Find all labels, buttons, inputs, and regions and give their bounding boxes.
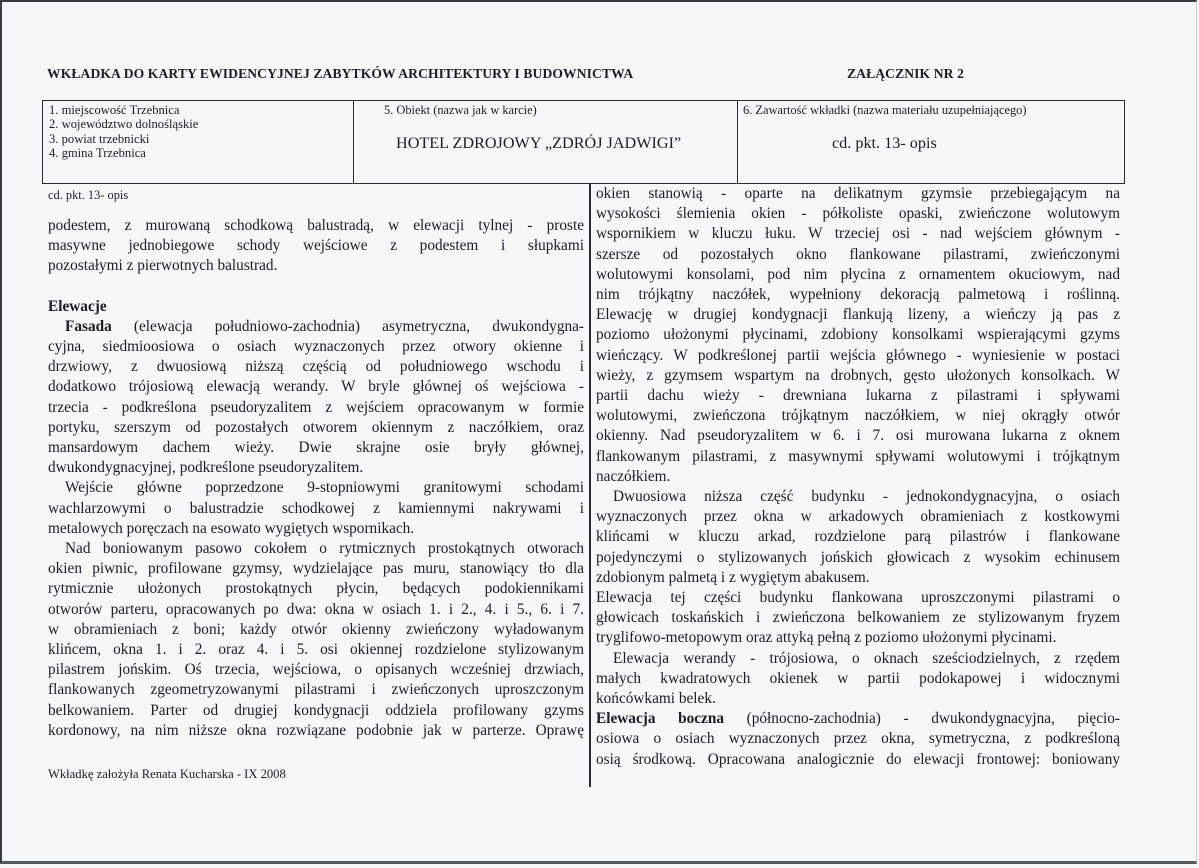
content-label: 6. Zawartość wkładki (nazwa materiału uzupełniającego) [743, 103, 1027, 117]
column-divider [589, 183, 591, 787]
text-line: małych kwadratowych okienek w partii podokapowej i widocznymi [596, 669, 1120, 687]
text-line: końcówkami belek. [596, 690, 716, 708]
text-line: belkowaniem. Parter od drugiej kondygnacji oddziela profilowany gzyms [48, 701, 584, 719]
section-heading-elevations: Elewacje [48, 297, 107, 315]
location-commune: 4. gmina Trzebnica [49, 145, 146, 160]
text-line [596, 709, 1120, 729]
location-cell [43, 101, 354, 183]
text-line: trzecia - podkreślona pseudoryzalitem z wejściem opracowanym w formie [48, 398, 584, 416]
text-line: drzwiowy, z dwuosiową niższą częścią od południowego wschodu i [48, 358, 584, 376]
text-line: wolutowymi konsolami, pod nim płycina z ornamentem okuciowym, nad [596, 265, 1120, 283]
text-line: metalowych poręczach na esowato wygiętych wspornikach. [48, 519, 415, 537]
attachment-number: ZAŁĄCZNIK NR 2 [847, 66, 964, 81]
text-line: osią środkową. Opracowana analogicznie do elewacji frontowej: boniowany [596, 750, 1120, 768]
text-line: dodatkowo trójosiową elewacją werandy. W bryle głównej oś wejściowa - [48, 378, 584, 396]
object-cell [354, 101, 738, 183]
text-line: pozostałymi z pierwotnych balustrad. [48, 257, 278, 275]
text-line: wyznaczonych przez okna w arkadowych obramieniach z kostkowymi [596, 508, 1120, 526]
author-note: Wkładkę założyła Renata Kucharska - IX 2008 [48, 767, 286, 781]
document-title: WKŁADKA DO KARTY EWIDENCYJNEJ ZABYTKÓW ARCHITEKTURY I BUDOWNICTWA [47, 66, 634, 81]
facade-heading: Fasada [65, 317, 112, 335]
text-line: okien stanowią - oparte na delikatnym gzymsie przebiegającym na [596, 185, 1120, 202]
text-line: partii dachu wieży - drewniana lukarna z pilastrami i spływami [596, 387, 1120, 405]
metadata-table [42, 100, 1125, 184]
text-line: osiowa o osiach wyznaczonych przez okna, symetryczna, z podkreśloną [596, 730, 1120, 748]
text-line: naczółkiem. [596, 467, 671, 485]
text-line: wysokości ślemienia okien - półkoliste opaski, zwieńczone wolutowym [596, 205, 1120, 223]
text-fragment: (północno-zachodnia) - dwukondygnacyjna, pięcio- [724, 710, 1120, 728]
text-line [48, 317, 584, 337]
text-line: flankowanym pilastrami, z masywnymi spływami wolutowymi i trójkątnym [596, 447, 1120, 465]
text-line: rytmicznie ułożonych prostokątnych płycin, będących podokiennikami [48, 580, 584, 598]
paragraph-gap [48, 277, 584, 297]
text-line: cyjna, siedmioosiowa o osiach wyznaczonych przez otwory okienne i [48, 338, 584, 356]
text-line: poziomo ułożonymi płycinami, zdobiony konsolkami wspierającymi gzyms [596, 326, 1120, 344]
text-line: okienny. Nad pseudoryzalitem w 6. i 7. osi murowana lukarna z oknem [596, 427, 1120, 445]
text-line: pilastrem jońskim. Oś trzecia, wejściowa, o opisanych wcześniej drzwiach, [48, 661, 584, 679]
text-fragment: (elewacja południowo-zachodnia) asymetryczna, dwukondygna- [111, 317, 584, 335]
text-line: Wejście główne poprzedzone 9-stopniowymi granitowymi schodami [65, 479, 584, 497]
text-line: okien piwnic, profilowane gzymsy, wydzielające pas muru, stanowiący tło dla [48, 560, 584, 578]
left-column-text [48, 216, 584, 741]
text-line: kordonowy, na nim niższe okna rozwiązane podobnie jak w parterze. Oprawę [48, 721, 584, 739]
text-line: klińcami w kluczu arkad, rozdzielone parą pilastrów i flankowane [596, 528, 1120, 546]
object-name: HOTEL ZDROJOWY „ZDRÓJ JADWIGI” [396, 134, 682, 152]
text-line: wspornikiem w kluczu łuku. W trzeciej osi - nad wejściem głównym - [596, 225, 1120, 243]
location-voivodeship: 2. województwo dolnośląskie [49, 117, 199, 132]
text-line: zdobionym palmetą i z wygiętym abakusem. [596, 568, 870, 586]
text-line: Elewację w drugiej kondygnacji flankują lizeny, a wieńczy ją pas z [596, 306, 1120, 324]
text-line: pojedynczymi o stylizowanych jońskich głowicach z wysokim echinusem [596, 548, 1120, 566]
object-label: 5. Obiekt (nazwa jak w karcie) [384, 103, 537, 117]
text-line: otworów parteru, opracowanych po dwa: okna w osiach 1. i 2., 4. i 5., 6. i 7. [48, 600, 584, 618]
text-line: szersze od pozostałych okno flankowane pilastrami, zwieńczonymi [596, 245, 1120, 263]
text-line: dwukondygnacyjnej, podkreślone pseudoryzalitem. [48, 459, 364, 477]
text-line: Nad boniowanym pasowo cokołem o rytmicznych prostokątnych otworach [65, 540, 584, 558]
continuation-label: cd. pkt. 13- opis [48, 188, 129, 202]
text-line: portyku, szerszym od pozostałych otworem okiennym z naczółkiem, oraz [48, 418, 584, 436]
text-line: klińcem, okna 1. i 2. oraz 4. i 5. osi okiennej rozdzielone stylizowanym [48, 641, 584, 659]
location-town: 1. miejscowość Trzebnica [49, 103, 180, 117]
content-cell [738, 101, 1124, 183]
text-line: masywne jednobiegowe schody wejściowe z podestem i słupkami [48, 237, 584, 255]
right-column-text [596, 184, 1120, 770]
side-elevation-heading: Elewacja boczna [596, 710, 725, 728]
location-county: 3. powiat trzebnicki [49, 131, 150, 146]
text-line: Elewacja werandy - trójosiowa, o oknach sześciodzielnych, z rzędem [613, 649, 1120, 667]
text-line: nim trójkątny naczółek, wypełniony dekoracją palmetową i roślinną. [596, 286, 1120, 304]
text-line: mansardowym dachem wieży. Dwie skrajne osie bryły głównej, [48, 439, 584, 457]
text-line: głowicach toskańskich i zwieńczona belkowaniem ze stylizowanym fryzem [596, 609, 1120, 627]
text-line: wieży, z gzymsem wspartym na drobnych, gęsto ułożonych konsolkach. W [596, 366, 1120, 384]
text-line: wolutowymi, zwieńczona trójkątnym naczółkiem, w niej okrągły otwór [596, 407, 1120, 425]
text-line: Dwuosiowa niższa część budynku - jednokondygnacyjna, o osiach [613, 488, 1120, 506]
text-line: wachlarzowymi o balustradzie schodkowej z kamiennymi nakrywami i [48, 499, 584, 517]
text-line: podestem, z murowaną schodkową balustradą, w elewacji tylnej - proste [48, 217, 584, 234]
content-value: cd. pkt. 13- opis [832, 134, 937, 152]
text-line: flankowanych zgeometryzowanymi pilastrami i zwieńczonych uproszczonym [48, 681, 584, 699]
text-line: wieńczący. W podkreślonej partii wejścia głównego - wyniesienie w postaci [596, 346, 1120, 364]
text-line: w obramieniach z boni; każdy otwór okienny zwieńczony wyładowanym [48, 620, 584, 638]
text-line: Elewacja tej części budynku flankowana uproszczonymi pilastrami o [596, 589, 1120, 607]
text-line: tryglifowo-metopowym oraz attyką pełną z poziomo ułożonymi płycinami. [596, 629, 1057, 647]
location-list [49, 103, 353, 160]
